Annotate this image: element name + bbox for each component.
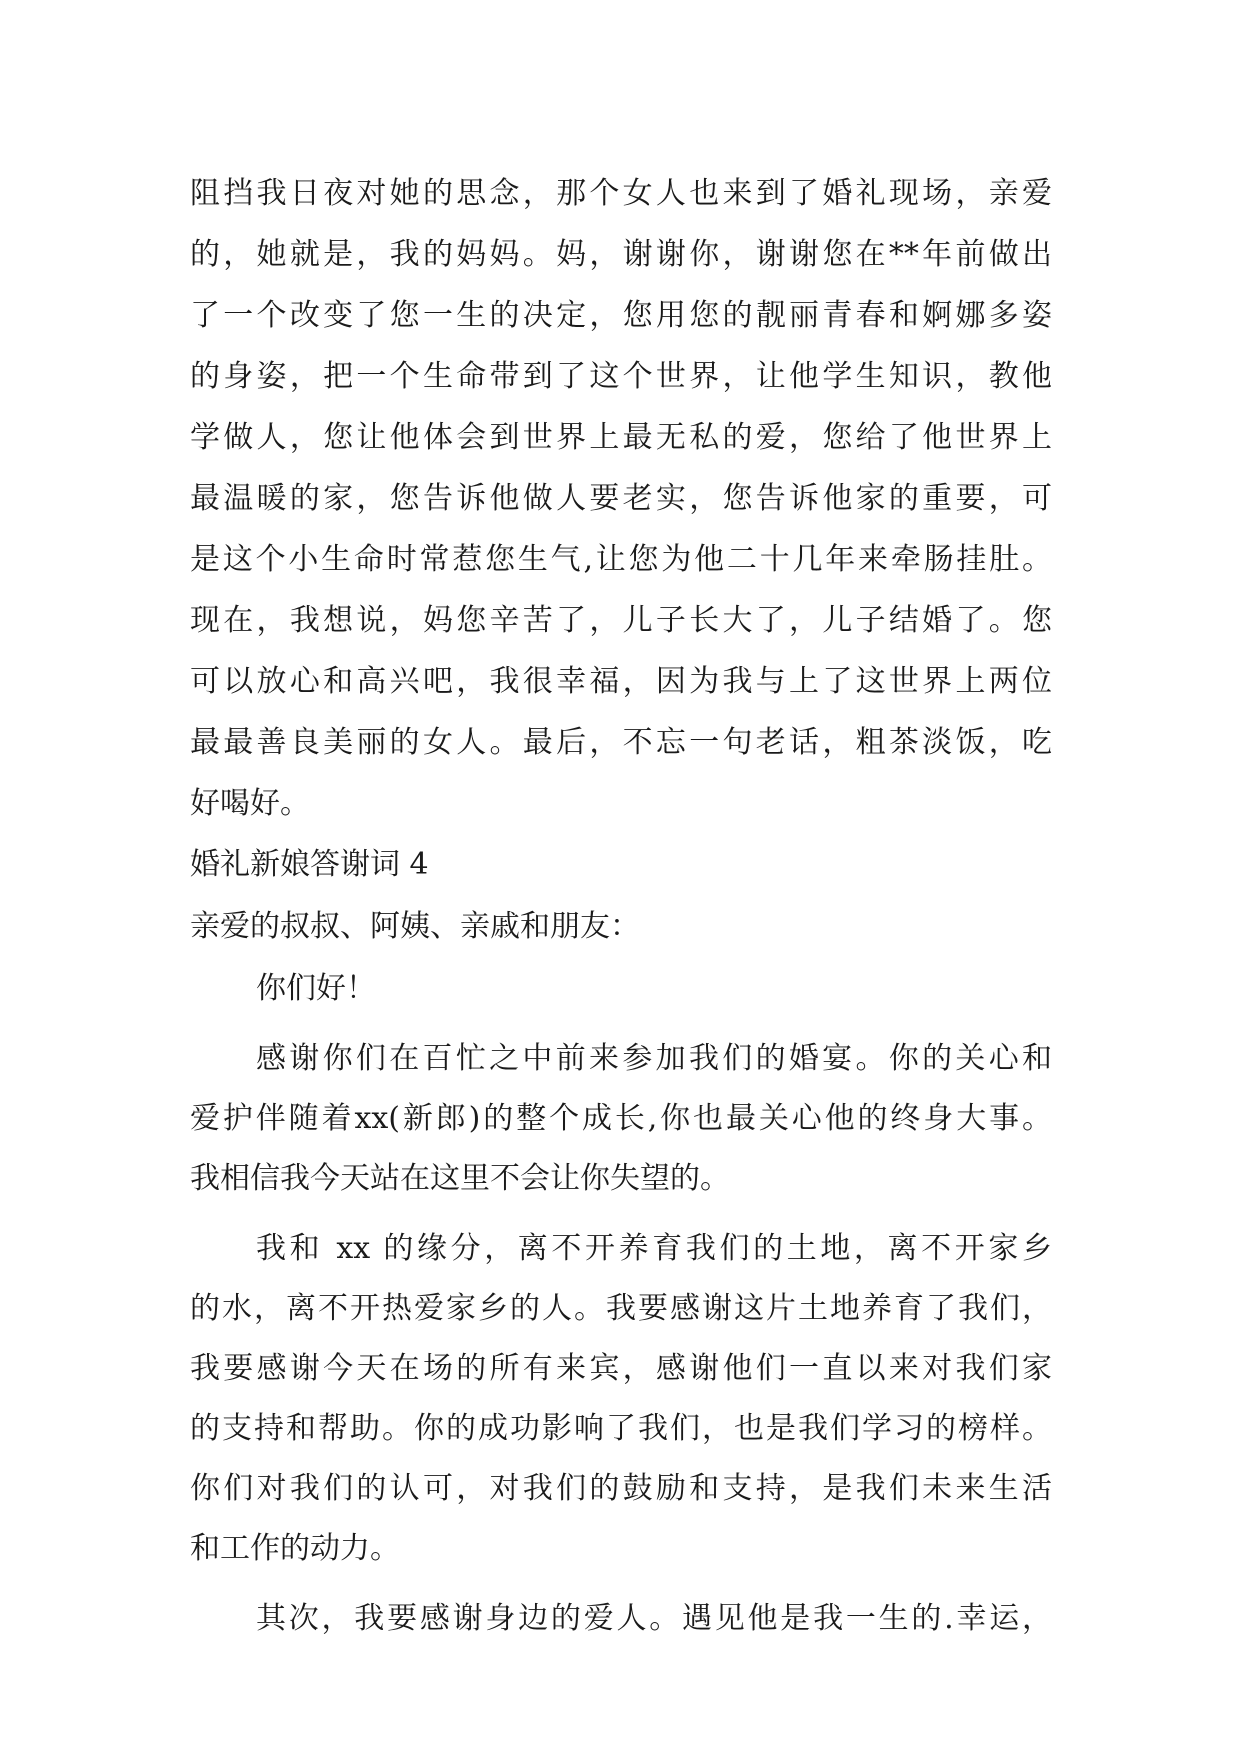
paragraph-husband (190, 1589, 1052, 1649)
text-line: 可以放心和高兴吧，我很幸福，因为我与上了这世界上两位 (190, 664, 1052, 699)
text-line: 和工作的动力。 (190, 1531, 400, 1566)
text-line: 的水，离不开热爱家乡的人。我要感谢这片土地养育了我们， (190, 1291, 1052, 1326)
text-line: 的，她就是，我的妈妈。妈，谢谢你，谢谢您在**年前做出 (190, 237, 1052, 272)
paragraph-mother-thanks (190, 163, 1052, 834)
salutation: 亲爱的叔叔、阿姨、亲戚和朋友： (190, 909, 640, 944)
text-line: 是这个小生命时常惹您生气,让您为他二十几年来牵肠挂肚。 (190, 542, 1052, 577)
document-body (190, 163, 1052, 1649)
text-line: 的支持和帮助。你的成功影响了我们，也是我们学习的榜样。 (190, 1411, 1052, 1446)
text-line: 现在，我想说，妈您辛苦了，儿子长大了，儿子结婚了。您 (190, 603, 1052, 638)
paragraph-hometown (190, 1219, 1052, 1579)
text-line: 了一个改变了您一生的决定，您用您的靓丽青春和婀娜多姿 (190, 298, 1052, 333)
text-line: 的身姿，把一个生命带到了这个世界，让他学生知识，教他 (190, 359, 1052, 394)
text-line: 我相信我今天站在这里不会让你失望的。 (190, 1161, 730, 1196)
text-line: 好喝好。 (190, 786, 310, 821)
text-line: 学做人，您让他体会到世界上最无私的爱，您给了他世界上 (190, 420, 1052, 455)
section-title: 婚礼新娘答谢词 4 (190, 847, 429, 882)
text-line: 其次，我要感谢身边的爱人。遇见他是我一生的.幸运， (256, 1601, 1052, 1636)
greeting: 你们好！ (256, 971, 376, 1006)
text-line: 最温暖的家，您告诉他做人要老实，您告诉他家的重要，可 (190, 481, 1052, 516)
text-line: 我和 xx 的缘分，离不开养育我们的土地，离不开家乡 (256, 1231, 1052, 1266)
paragraph-thanks-guests (190, 1029, 1052, 1209)
text-line: 阻挡我日夜对她的思念，那个女人也来到了婚礼现场，亲爱 (190, 176, 1052, 211)
text-line: 你们对我们的认可，对我们的鼓励和支持，是我们未来生活 (190, 1471, 1052, 1506)
text-line: 感谢你们在百忙之中前来参加我们的婚宴。你的关心和 (256, 1041, 1052, 1076)
text-line: 爱护伴随着xx(新郎)的整个成长,你也最关心他的终身大事。 (190, 1101, 1052, 1136)
text-line: 最最善良美丽的女人。最后，不忘一句老话，粗茶淡饭，吃 (190, 725, 1052, 760)
text-line: 我要感谢今天在场的所有来宾，感谢他们一直以来对我们家 (190, 1351, 1052, 1386)
